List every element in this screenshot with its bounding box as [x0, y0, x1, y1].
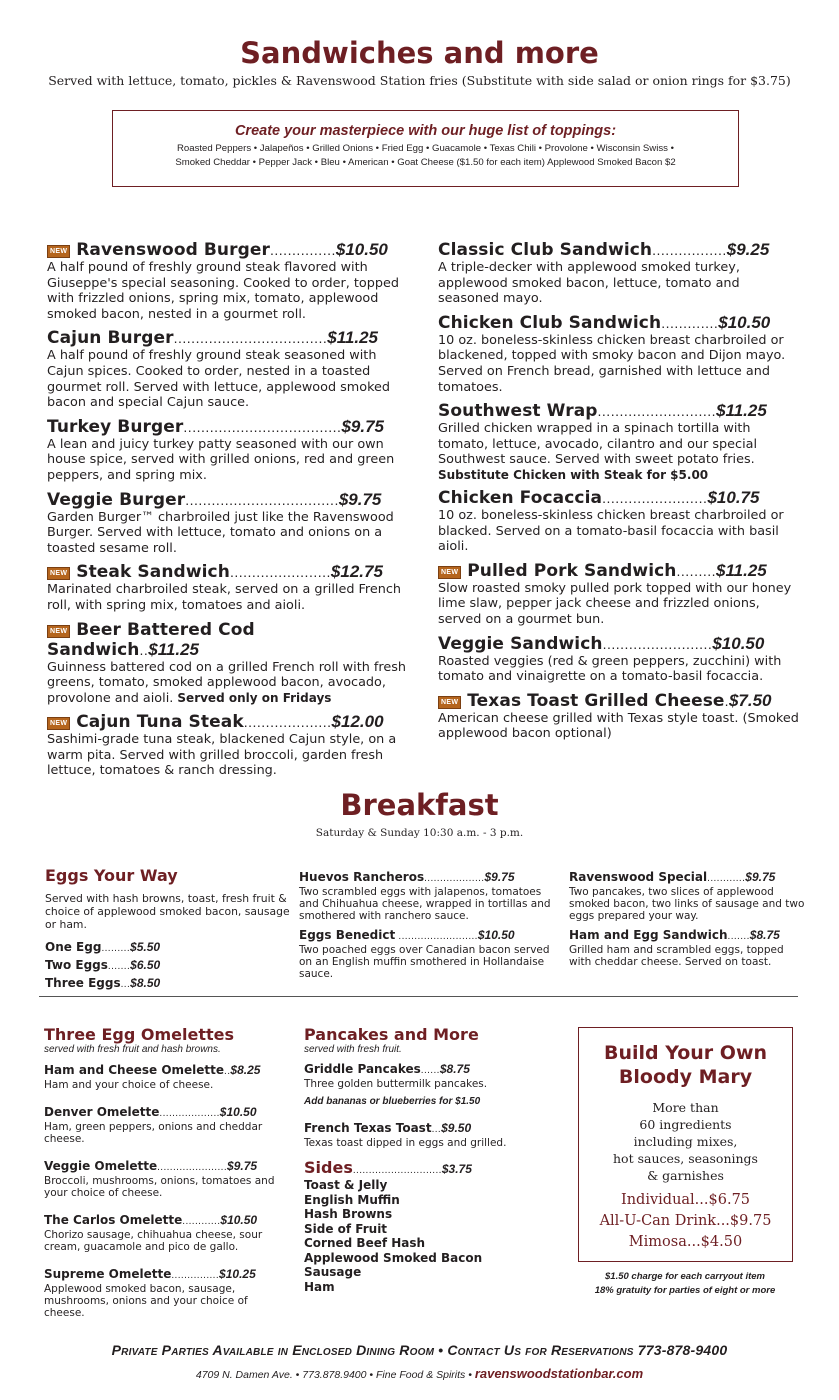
- eggs-desc: Served with hash browns, toast, fresh fruit & choice of applewood smoked bacon, sausage or ham.: [45, 892, 290, 931]
- leader-dots: ..: [139, 641, 149, 658]
- toppings-line-2: Smoked Cheddar • Pepper Jack • Bleu • American • Goat Cheese ($1.50 for each item) Applewood Smoked Bacon $2: [175, 157, 676, 168]
- item-price: $7.50: [728, 690, 772, 710]
- item-desc: Two scrambled eggs with jalapenos, tomatoes and Chihuahua cheese, wrapped in tortillas and smothered with ranchero sauce.: [299, 886, 551, 922]
- item-note: Substitute Chicken with Steak for $5.00: [438, 467, 709, 482]
- item-name: Veggie Sandwich: [438, 633, 603, 654]
- omelettes-title: Three Egg Omelettes: [44, 1025, 235, 1044]
- item-desc: A half pound of freshly ground steak flavored with Giuseppe's special seasoning. Cooked to order, topped with frizzled onions, spring mix, tomato, applewood smoked bacon, nested in a gourmet roll.: [47, 260, 400, 322]
- item-name: Cajun Burger: [47, 328, 174, 349]
- item-desc: Chorizo sausage, chihuahua cheese, sour cream, guacamole and pico de gallo.: [44, 1229, 263, 1253]
- bloody-title-2: Bloody Mary: [618, 1066, 753, 1088]
- menu-item: [569, 926, 805, 968]
- toppings-box: [112, 110, 739, 187]
- menu-item: [438, 488, 800, 555]
- item-desc: 10 oz. boneless-skinless chicken breast charbroiled or blacked. Served on a tomato-basil focaccia with basil aioli.: [438, 507, 784, 555]
- item-note: Add bananas or blueberries for $1.50: [304, 1096, 481, 1107]
- item-price: $12.75: [330, 562, 383, 582]
- egg-option-price: $6.50: [130, 958, 161, 972]
- sides-section: [304, 1158, 509, 1294]
- omelettes-sub: served with fresh fruit and hash browns.: [44, 1044, 221, 1055]
- leader-dots: ...................: [424, 873, 485, 884]
- side-item: English Muffin: [304, 1192, 400, 1207]
- leader-dots: ...................................: [185, 491, 339, 508]
- leader-dots: ............: [707, 873, 746, 884]
- item-desc: Ham, green peppers, onions and cheddar cheese.: [44, 1121, 263, 1145]
- side-item: Side of Fruit: [304, 1221, 388, 1236]
- egg-option-name: Three Eggs: [45, 976, 121, 990]
- pancakes-title: Pancakes and More: [304, 1025, 479, 1044]
- item-price: $10.75: [707, 487, 760, 507]
- item-desc: Two poached eggs over Canadian bacon served on an English muffin smothered in Hollandaise sauce.: [299, 944, 550, 980]
- footer-reservations: Private Parties Available in Enclosed Dining Room • Contact Us for Reservations 773-878-9400: [111, 1342, 728, 1358]
- menu-item: [299, 926, 551, 980]
- item-price: $11.25: [716, 560, 767, 580]
- menu-item: [569, 868, 805, 922]
- item-price: $8.25: [230, 1063, 261, 1077]
- item-desc: Three golden buttermilk pancakes.: [304, 1078, 488, 1090]
- bloody-price: Mimosa...$4.50: [628, 1234, 743, 1250]
- side-item: Toast & Jelly: [304, 1178, 388, 1192]
- item-price: $11.25: [148, 639, 200, 659]
- side-item: Sausage: [304, 1265, 362, 1279]
- menu-item: [44, 1103, 289, 1145]
- egg-option: [45, 938, 290, 956]
- leader-dots: .........................: [395, 931, 478, 942]
- bloody-price: Individual...$6.75: [620, 1192, 751, 1208]
- eggs-section: [45, 866, 290, 992]
- item-name: Veggie Omelette: [44, 1159, 158, 1173]
- pancakes-section: [304, 1025, 509, 1294]
- carryout-note: $1.50 charge for each carryout item: [605, 1271, 765, 1282]
- item-name: Ravenswood Special: [569, 870, 708, 884]
- new-badge: NEW: [438, 566, 461, 579]
- item-name: Turkey Burger: [47, 416, 184, 437]
- item-desc: Grilled chicken wrapped in a spinach tortilla with tomato, lettuce, avocado, cilantro and our special Southwest sauce. Served with sweet potato fries.: [438, 421, 758, 468]
- sandwich-column-left: [47, 240, 412, 785]
- leader-dots: .........: [676, 562, 717, 579]
- leader-dots: ..: [224, 1066, 231, 1077]
- egg-option-price: $5.50: [130, 940, 161, 954]
- item-price: $11.25: [716, 401, 767, 421]
- new-badge: NEW: [47, 245, 70, 258]
- item-name: Veggie Burger: [47, 489, 186, 510]
- item-price: $10.25: [219, 1267, 256, 1281]
- item-name: Ham and Egg Sandwich: [569, 928, 728, 942]
- leader-dots: ...................: [159, 1108, 220, 1119]
- menu-item: [299, 868, 551, 922]
- item-price: $9.75: [745, 870, 776, 884]
- item-desc: Two pancakes, two slices of applewood smoked bacon, two links of sausage and two eggs prepared your way.: [569, 886, 805, 922]
- menu-item: [438, 634, 800, 685]
- item-desc: 10 oz. boneless-skinless chicken breast charbroiled or blackened, topped with smoky bacon and Dijon mayo. Served on French bread, garnished with lettuce and tomatoes.: [438, 332, 786, 395]
- item-price: $11.25: [327, 328, 378, 348]
- item-desc: A lean and juicy turkey patty seasoned with our own house spice, served with grilled onions, red and green peppers, and spring mix.: [47, 436, 395, 483]
- leader-dots: ......: [420, 1065, 440, 1076]
- item-name: Chicken Club Sandwich: [438, 312, 662, 333]
- side-item: Ham: [304, 1279, 335, 1294]
- egg-option: [45, 974, 290, 992]
- egg-option-price: $8.50: [130, 976, 161, 990]
- leader-dots: .......: [727, 931, 750, 942]
- leader-dots: .......................: [229, 564, 331, 581]
- item-desc: Ham and your choice of cheese.: [44, 1079, 214, 1091]
- menu-item: [44, 1211, 289, 1253]
- item-price: $10.50: [335, 240, 388, 259]
- menu-item: [47, 328, 412, 410]
- item-price: $10.50: [477, 928, 515, 942]
- menu-item: [438, 401, 800, 482]
- item-price: $9.75: [341, 416, 384, 436]
- breakfast-hours: Saturday & Sunday 10:30 a.m. - 3 p.m.: [315, 827, 524, 839]
- bloody-title-1: Build Your Own: [603, 1042, 768, 1064]
- item-desc: Sashimi-grade tuna steak, blackened Cajun style, on a warm pita. Served with grilled broccoli, garden fresh lettuce, tomatoes & ranch dressing.: [47, 732, 397, 779]
- item-name: Huevos Rancheros: [299, 870, 425, 884]
- menu-item: [47, 240, 412, 322]
- item-price: $9.75: [484, 870, 515, 884]
- pancakes-sub: served with fresh fruit.: [304, 1044, 402, 1055]
- item-price: $8.75: [439, 1062, 470, 1076]
- leader-dots: .................: [652, 242, 727, 258]
- footer-address-line: [0, 1366, 839, 1381]
- leader-dots: ...: [431, 1124, 442, 1135]
- bloody-line: 60 ingredients: [639, 1117, 732, 1132]
- breakfast-title: Breakfast: [340, 788, 499, 822]
- eggs-title: Eggs Your Way: [45, 866, 178, 885]
- bloody-line: More than: [652, 1100, 719, 1115]
- item-name: Supreme Omelette: [44, 1267, 172, 1281]
- breakfast-column-right: [569, 868, 805, 968]
- sandwiches-subtitle: Served with lettuce, tomato, pickles & Ravenswood Station fries (Substitute with side salad or onion rings for $3.75): [48, 73, 791, 88]
- item-desc: Slow roasted smoky pulled pork topped with our honey lime slaw, pepper jack cheese and frizzled onions, served on a gourmet bun.: [438, 580, 792, 627]
- item-name: Ham and Cheese Omelette: [44, 1063, 225, 1077]
- item-note: Served only on Fridays: [177, 690, 332, 705]
- menu-item: [438, 561, 800, 628]
- item-desc: Garden Burger™ charbroiled just like the Ravenswood Burger. Served with lettuce, tomato and onions on a toasted sesame roll.: [47, 509, 394, 556]
- item-price: $12.00: [331, 712, 384, 732]
- footer-website-link[interactable]: ravenswoodstationbar.com: [474, 1366, 644, 1381]
- leader-dots: ....................................: [183, 418, 342, 435]
- item-name: Beer Battered Cod Sandwich: [47, 619, 255, 660]
- menu-item: [47, 490, 412, 557]
- item-name: French Texas Toast: [304, 1121, 432, 1135]
- item-desc: Guinness battered cod on a grilled French roll with fresh greens, tomato, smoked applewood bacon, avocado, provolone and aioli.: [47, 659, 407, 706]
- leader-dots: .: [724, 692, 729, 709]
- item-desc: A triple-decker with applewood smoked turkey, applewood smoked bacon, lettuce, tomato and seasoned mayo.: [438, 260, 740, 307]
- item-name: Denver Omelette: [44, 1105, 160, 1119]
- leader-dots: ...........................: [597, 403, 717, 420]
- bloody-price: All-U-Can Drink...$9.75: [599, 1213, 772, 1229]
- item-desc: Roasted veggies (red & green peppers, zucchini) with tomato and vinaigrette on a tomato-basil focaccia.: [438, 653, 782, 685]
- menu-item: [44, 1157, 289, 1199]
- egg-option-name: One Egg: [45, 940, 102, 954]
- new-badge: NEW: [438, 696, 461, 709]
- item-desc: American cheese grilled with Texas style toast. (Smoked applewood bacon optional): [438, 710, 799, 742]
- breakfast-column-mid: [299, 868, 551, 980]
- item-name: Steak Sandwich: [76, 562, 230, 583]
- leader-dots: .........................: [602, 635, 713, 652]
- leader-dots: .......: [107, 961, 131, 972]
- item-price: $10.50: [220, 1213, 258, 1227]
- leader-dots: ...................................: [173, 330, 328, 347]
- menu-item: [44, 1061, 289, 1091]
- menu-item: [47, 562, 412, 613]
- menu-item: [47, 712, 412, 779]
- menu-item: [438, 691, 800, 742]
- menu-item: [304, 1060, 509, 1108]
- item-price: $9.75: [227, 1159, 258, 1173]
- item-name: Pulled Pork Sandwich: [467, 560, 677, 581]
- item-price: $9.25: [726, 240, 770, 259]
- item-name: Eggs Benedict: [299, 928, 396, 942]
- item-name: Griddle Pancakes: [304, 1062, 421, 1076]
- item-name: Chicken Focaccia: [438, 487, 603, 508]
- side-item: Hash Browns: [304, 1207, 393, 1221]
- gratuity-note: 18% gratuity for parties of eight or more: [594, 1285, 776, 1296]
- item-price: $10.50: [219, 1105, 257, 1119]
- side-item: Applewood Smoked Bacon: [304, 1250, 483, 1265]
- new-badge: NEW: [47, 567, 70, 580]
- menu-item: [438, 240, 800, 307]
- toppings-line-1: Roasted Peppers • Jalapeños • Grilled Onions • Fried Egg • Guacamole • Texas Chili • Provolone • Wisconsin Swiss •: [176, 143, 674, 154]
- new-badge: NEW: [47, 625, 70, 638]
- item-desc: A half pound of freshly ground steak seasoned with Cajun spices. Cooked to order, nested in a toasted gourmet roll. Served with lettuce, applewood smoked bacon and special Cajun sauce.: [47, 348, 391, 411]
- side-item: Corned Beef Hash: [304, 1236, 426, 1250]
- menu-item: [44, 1265, 289, 1319]
- bloody-line: & garnishes: [647, 1168, 724, 1183]
- item-name: Southwest Wrap: [438, 401, 598, 422]
- item-name: Cajun Tuna Steak: [76, 712, 244, 733]
- leader-dots: ...............: [270, 242, 336, 258]
- omelettes-section: [44, 1025, 289, 1319]
- item-desc: Grilled ham and scrambled eggs, topped with cheddar cheese. Served on toast.: [569, 944, 784, 968]
- bloody-mary-box: [578, 1027, 793, 1262]
- leader-dots: ...: [120, 979, 131, 990]
- menu-item: [47, 620, 412, 707]
- sides-title: Sides: [304, 1158, 353, 1177]
- footer-address: 4709 N. Damen Ave. • 773.878.9400 • Fine Food & Spirits •: [195, 1369, 472, 1381]
- item-desc: Applewood smoked bacon, sausage, mushrooms, onions and your choice of cheese.: [44, 1283, 248, 1319]
- item-name: Classic Club Sandwich: [438, 240, 653, 260]
- toppings-heading: Create your masterpiece with our huge list of toppings:: [234, 123, 617, 139]
- leader-dots: ...............: [171, 1270, 220, 1281]
- sandwiches-title: Sandwiches and more: [240, 36, 599, 70]
- bloody-line: including mixes,: [633, 1134, 738, 1149]
- bloody-line: hot sauces, seasonings: [613, 1151, 758, 1166]
- section-divider: [39, 996, 798, 997]
- leader-dots: .............: [661, 314, 719, 331]
- item-name: Texas Toast Grilled Cheese: [467, 690, 725, 711]
- egg-option: [45, 956, 290, 974]
- menu-item: [47, 417, 412, 484]
- sides-price: $3.75: [441, 1162, 472, 1176]
- menu-item: [304, 1119, 509, 1149]
- item-price: $9.75: [338, 489, 382, 509]
- item-name: The Carlos Omelette: [44, 1213, 183, 1227]
- item-desc: Marinated charbroiled steak, served on a grilled French roll, with spring mix, tomatoes and aioli.: [47, 582, 402, 613]
- leader-dots: ............................: [352, 1165, 442, 1176]
- item-price: $9.50: [441, 1121, 472, 1135]
- item-desc: Texas toast dipped in eggs and grilled.: [304, 1137, 507, 1149]
- leader-dots: .........: [101, 943, 131, 954]
- leader-dots: ......................: [157, 1162, 228, 1173]
- egg-option-name: Two Eggs: [45, 958, 108, 972]
- item-desc: Broccoli, mushrooms, onions, tomatoes and your choice of cheese.: [44, 1175, 275, 1199]
- leader-dots: ........................: [602, 489, 708, 506]
- item-name: Ravenswood Burger: [76, 240, 271, 260]
- item-price: $10.50: [712, 633, 765, 653]
- item-price: $8.75: [749, 928, 780, 942]
- leader-dots: ............: [182, 1216, 221, 1227]
- sandwich-column-right: [438, 240, 800, 748]
- menu-item: [438, 313, 800, 395]
- new-badge: NEW: [47, 717, 70, 730]
- leader-dots: ....................: [243, 714, 332, 731]
- item-price: $10.50: [718, 312, 771, 332]
